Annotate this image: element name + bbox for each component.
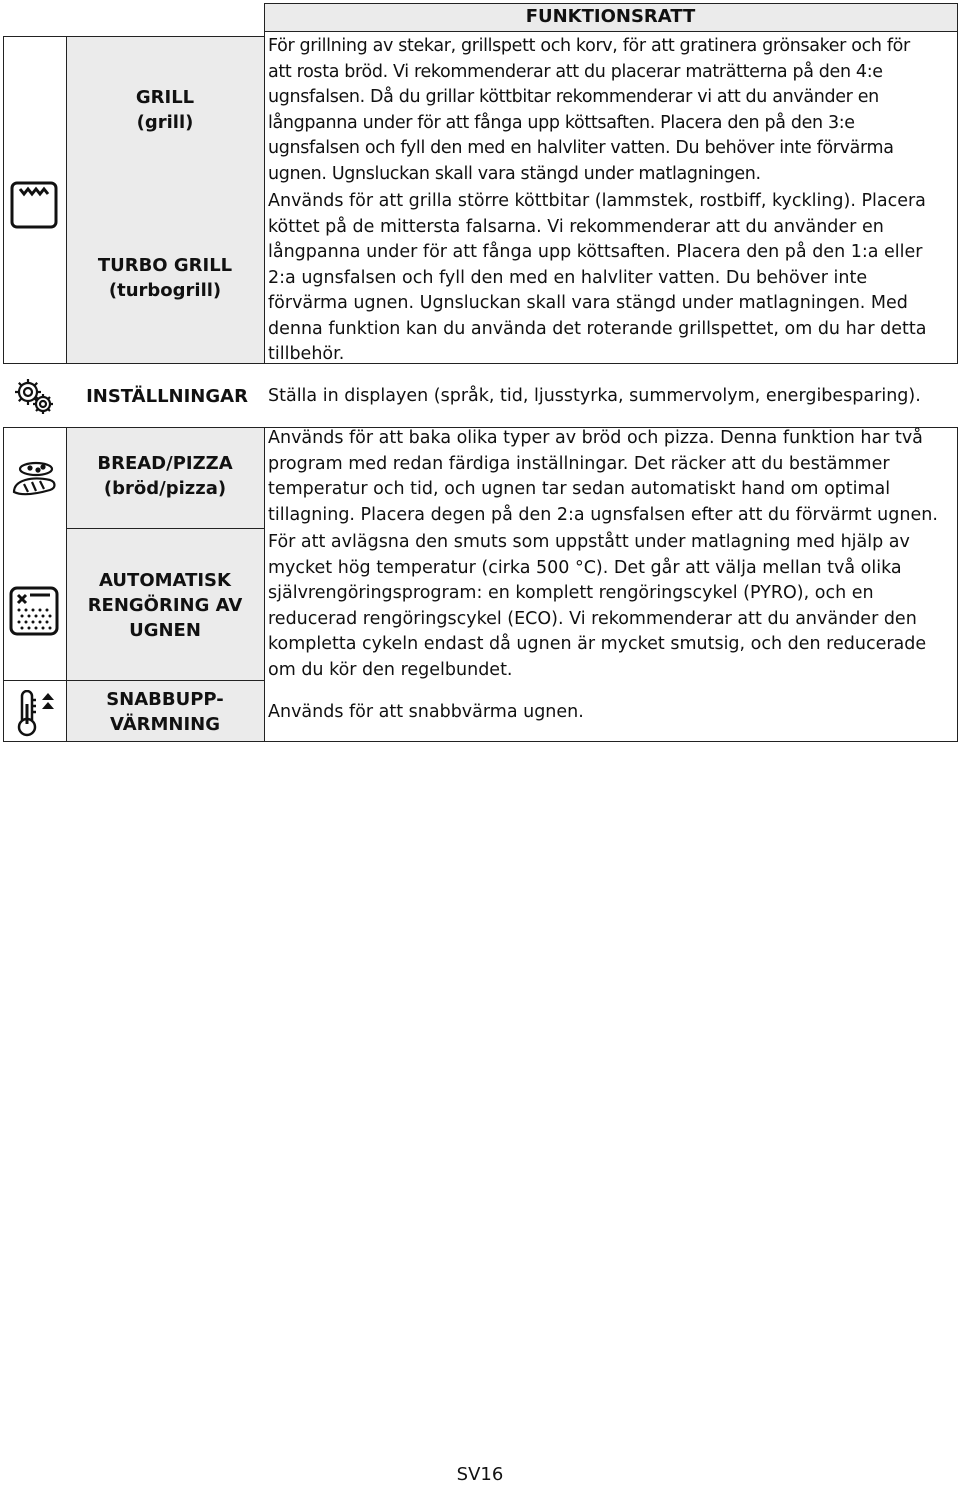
description-line: För att avlägsna den smuts som uppstått under matlagning med hjälp av: [268, 532, 910, 552]
table-border: [3, 36, 264, 37]
label-line: (bröd/pizza): [103, 478, 227, 499]
table-border: [264, 31, 958, 32]
description-line: långpanna under för att fånga upp köttsaften. Placera den på den 1:a eller: [268, 242, 923, 262]
description-line: ugnen. Ugnsluckan skall vara stängd under matlagningen.: [268, 163, 761, 184]
description-line: att rosta bröd. Vi rekommenderar att du placerar maträtterna på den 4:e: [268, 61, 883, 82]
table-border: [264, 3, 265, 364]
table-border: [3, 427, 4, 742]
description-line: kompletta cykeln endast då ugnen är mycket smutsig, och den reducerade: [268, 634, 927, 654]
label-line: UGNEN: [129, 620, 201, 641]
fast-preheat-icon: [16, 690, 56, 738]
label-line: SNABBUPP-: [106, 689, 224, 710]
oven-grill-icon: [10, 181, 58, 231]
description-line: om du kör den regelbundet.: [268, 659, 513, 680]
function-label-auto-clean: [67, 568, 263, 643]
description-line: program med redan färdiga inställningar. Det räcker att du bestämmer: [268, 453, 890, 474]
label-line: INSTÄLLNINGAR: [86, 386, 248, 407]
function-label-grill: [67, 85, 263, 135]
label-line: BREAD/PIZZA: [97, 453, 233, 474]
function-description-auto-clean: [268, 530, 958, 683]
label-line: AUTOMATISK: [99, 570, 231, 591]
table-border: [3, 680, 264, 681]
function-label-fast-preheat: [67, 687, 263, 737]
function-label-turbo-grill: [67, 253, 263, 303]
bread-pizza-icon: [10, 458, 58, 500]
label-line: (turbogrill): [108, 280, 222, 301]
description-line: långpanna under för att fånga upp köttsaften. Placera den på den 3:e: [268, 112, 855, 133]
label-line: RENGÖRING AV: [87, 595, 243, 616]
table-border: [264, 427, 265, 742]
table-border: [3, 36, 4, 364]
description-line: ugnsfalsen. Då du grillar köttbitar rekommenderar vi att du använder en: [268, 87, 879, 107]
table-border: [3, 741, 958, 742]
description-line: Ställa in displayen (språk, tid, ljusstyrka, summervolym, energibesparing).: [268, 386, 921, 406]
description-line: förvärma ugnen. Ugnsluckan skall vara stängd under matlagningen. Med: [268, 293, 908, 313]
description-line: temperatur och tid, och ugnen tar sedan automatiskt hand om optimal: [268, 479, 891, 499]
label-line: VÄRMNING: [109, 714, 220, 735]
function-label-settings: [62, 384, 272, 409]
function-label-bread-pizza: [67, 451, 263, 501]
function-description-bread-pizza: [268, 426, 958, 528]
function-description-fast-preheat: [268, 700, 958, 726]
description-line: tillbehör.: [268, 344, 345, 364]
description-line: självrengöringsprogram: en komplett rengöringscykel (PYRO), och en: [268, 583, 874, 603]
description-line: köttet på de mittersta falsarna. Vi rekommenderar att du använder en: [268, 216, 884, 237]
description-line: tillagning. Placera degen på den 2:a ugnsfalsen efter att du förvärmt ugnen.: [268, 504, 938, 525]
description-line: 2:a ugnsfalsen och fyll den med en halvliter vatten. Du behöver inte: [268, 267, 868, 288]
label-line: TURBO GRILL: [97, 255, 233, 276]
description-line: ugnsfalsen och fyll den med en halvliter vatten. Du behöver inte förvärma: [268, 138, 894, 158]
function-description-turbo-grill: [268, 189, 958, 368]
description-line: denna funktion kan du använda det roterande grillspettet, om du har detta: [268, 318, 927, 339]
description-line: Används för att grilla större köttbitar (lammstek, rostbiff, kyckling). Placera: [268, 191, 926, 211]
function-description-grill: [268, 34, 958, 187]
page-number: SV16: [456, 1464, 504, 1485]
description-line: reducerad rengöringscykel (ECO). Vi rekommenderar att du använder den: [268, 608, 917, 629]
table-border: [66, 528, 264, 529]
self-clean-icon: [9, 586, 59, 636]
description-line: Används för att baka olika typer av bröd och pizza. Denna funktion har två: [268, 428, 923, 448]
label-line: GRILL: [135, 87, 195, 108]
description-line: mycket hög temperatur (cirka 500 °C). Det går att välja mellan två olika: [268, 557, 902, 578]
table-header-title: FUNKTIONSRATT: [525, 6, 696, 27]
settings-gears-icon: [10, 375, 58, 419]
function-description-settings: [268, 384, 958, 410]
description-line: För grillning av stekar, grillspett och korv, för att gratinera grönsaker och för: [268, 36, 910, 56]
label-line: (grill): [136, 112, 194, 133]
description-line: Används för att snabbvärma ugnen.: [268, 702, 584, 722]
